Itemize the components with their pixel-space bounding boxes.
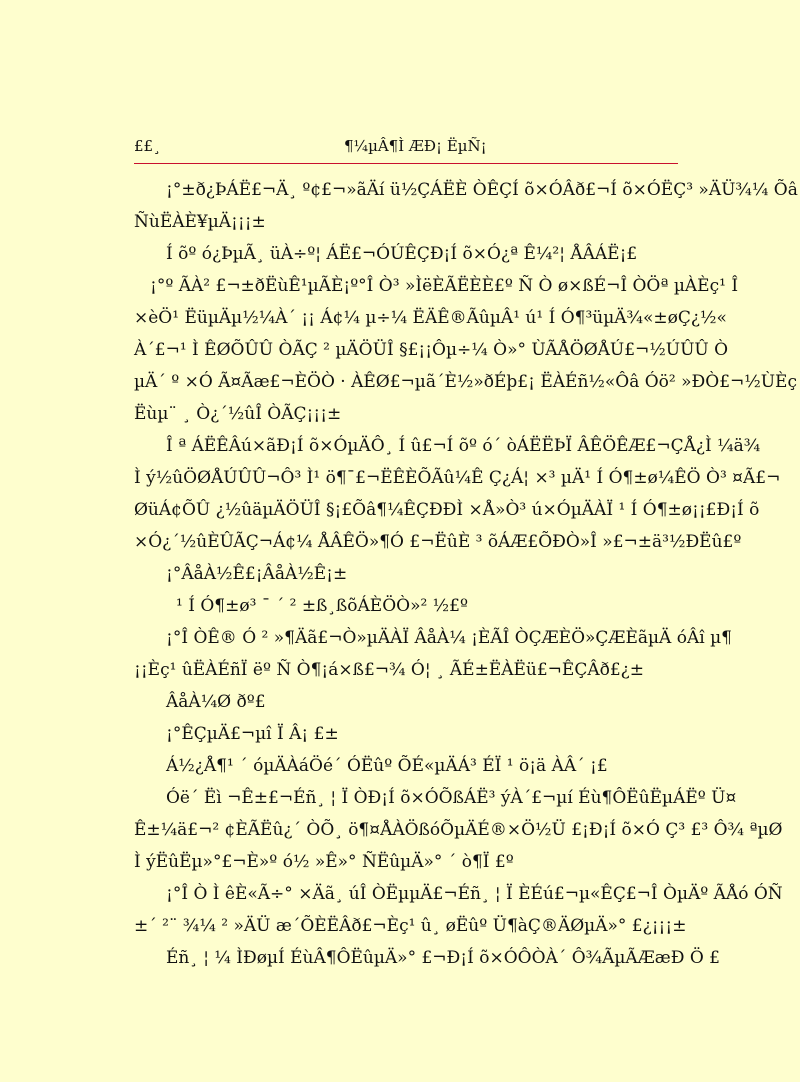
text-line: ×èÖ¹ ËüµÄµ½¼À´ ¡¡ Á¢¼ µ÷¼ ËÄÊ®ÃûµÂ¹ ú¹ Í Ó¶³üµÄ¾«±øÇ¿½« [134, 308, 727, 328]
text-line: ÑùËÀÈ¥µÄ¡¡¡± [134, 212, 266, 232]
text-line: Éñ¸ ¦ ¼ ÌÐøµÍ ÉùÂ¶ÔËûµÄ»° £¬Ð¡Í õ×ÓÔÒÀ´ Ô¾ÃµÃÆæÐ Ö £ [166, 948, 720, 968]
text-line: Á½¿Å¶¹ ´ óµÄÀáÖé´ ÓËûº ÕÉ«µÄÁ³ ÉÏ ¹ ö¡ä ÀÂ´ ¡£ [166, 756, 608, 776]
header-rule [134, 163, 678, 164]
text-line: ¡°Î Ò Ì êÈ«Ã÷° ×Äã¸ úÎ ÒËµµÄ£¬Éñ¸ ¦ Ï ÈÉú£¬µ«ÊÇ£¬Î ÒµÄº ÃÅó ÓÑ [166, 884, 783, 904]
running-title: ¶¼µÂ¶Ì ÆÐ¡ ËµÑ¡ [344, 137, 487, 155]
text-line: ¡°º ÃÀ² £¬±ðËùÊ¹µÃÈ¡º°Î Ò³ »ÌëÈÃËÈÈ£º Ñ Ò ø×ßÉ¬Î ÒÖª µÀÈç¹ Î [150, 276, 739, 296]
text-line: Ì ýËûËµ»°£¬È»º ó½ »Ê»° ÑËûµÄ»° ´ ò¶Ï £º [134, 852, 514, 872]
text-line: À´£¬¹ Ì ÊØÕÛÛ ÒÃÇ ² µÄÖÜÎ §£¡¡Ôµ÷¼ Ò»° ÙÃÅÖØÅÚ£¬½ÚÛÛ Ò [134, 340, 729, 360]
text-line: Ì ý½ûÖØÅÚÛÛ¬Ô³ Ì¹ ö¶¯£¬ËÊÈÕÃû¼Ê Ç¿Á¦ ×³ µÄ¹ Í Ó¶±ø¼ÊÖ Ò³ ¤Ã£¬ [134, 468, 781, 488]
text-line: Î ª ÁËÊÂú×ãÐ¡Í õ×ÓµÄÔ¸ Í û£¬Í õº ó´ òÁËËÞÏ ÂÊÖÊÆ£¬ÇÅ¿Ì ¼ä¾ [166, 436, 761, 456]
text-line: Í õº ó¿ÞµÃ¸ üÀ÷º¦ ÁË£¬ÓÚÊÇÐ¡Í õ×Ó¿ª Ê¼²¦ ÅÂÁË¡£ [166, 244, 638, 264]
text-line: ¡°ÊÇµÄ£¬µî Ï Â¡ £± [166, 724, 339, 744]
text-line: µÄ´ º ×Ó Ã¤Ãæ£¬ÈÖÒ · ÀÊØ£¬µã´È½»ðÉþ£¡ ËÀÉñ½«Ôâ Óö² »ÐÒ£¬½ÙÈç [134, 372, 797, 392]
text-line: ¡°±ð¿ÞÁË£¬Ä¸ º¢£¬»ãÄí ü½ÇÁËÈ ÒÊÇÍ õ×ÓÂð£¬Í õ×ÓËÇ³ »ÄÜ¾¼ Õâ [166, 180, 798, 200]
text-line: ¹ Í Ó¶±ø³ ¯ ´ ² ±ß¸ßõÁÈÖÒ»² ½£º [176, 596, 468, 616]
text-line: ¡°ÂåÀ½Ê£¡ÂåÀ½Ê¡± [166, 564, 348, 584]
text-line: Óë´ Ëì ¬Ê±£¬Éñ¸ ¦ Ï ÒÐ¡Í õ×ÓÕßÁË³ ýÀ´£¬µí Éù¶ÔËûËµÁËº Ü¤ [166, 788, 737, 808]
text-line: Ê±¼ä£¬² ¢ÈÃËû¿´ ÒÕ¸ ö¶¤ÅÀÖßóÕµÄÉ®×Ö½Ü £¡Ð¡Í õ×Ó Ç³ £³ Ô¾ ªµØ [134, 820, 783, 840]
page-header [134, 136, 678, 160]
text-line: ±´ ²¨ ¾¼ ² »ÄÜ æ´ÕÈËÂð£¬Èç¹ û¸ øËûº Ü¶àÇ®ÄØµÄ»° £¿¡¡¡± [134, 916, 687, 936]
text-line: ×Ó¿´½ûÈÛÃÇ¬Á¢¼ ÅÂÊÖ»¶Ó £¬ËûÈ ³ õÁÆ£ÕÐÒ»Î »£¬±ä³½ÐËû£º [134, 532, 742, 552]
text-line: ¡¡Èç¹ ûËÀÉñÏ ëº Ñ Ò¶¡á×ß£¬¾ Ó¦ ¸ ÃÉ±ËÀËü£¬ÊÇÂð£¿± [134, 660, 645, 680]
text-line: Ëùµ¨ ¸ Ò¿´½ûÎ ÒÃÇ¡¡¡± [134, 404, 342, 424]
text-line: ÂåÀ¼Ø ðº£ [166, 692, 266, 712]
text-line: ØüÁ¢ÕÛ ¿½ûäµÄÖÜÎ §¡£Õâ¶¼ÊÇÐÐÌ ×Å»Ò³ ú×ÓµÄÀÏ ¹ Í Ó¶±ø¡¡£Ð¡Í õ [134, 500, 760, 520]
text-line: ¡°Î ÒÊ® Ó ² »¶Äã£¬Ò»µÄÀÏ ÂåÀ¼ ¡ÈÃÎ ÒÇÆÈÖ»ÇÆÈãµÄ óÂî µ¶ [166, 628, 732, 648]
page-number: ££¸ [134, 137, 161, 155]
